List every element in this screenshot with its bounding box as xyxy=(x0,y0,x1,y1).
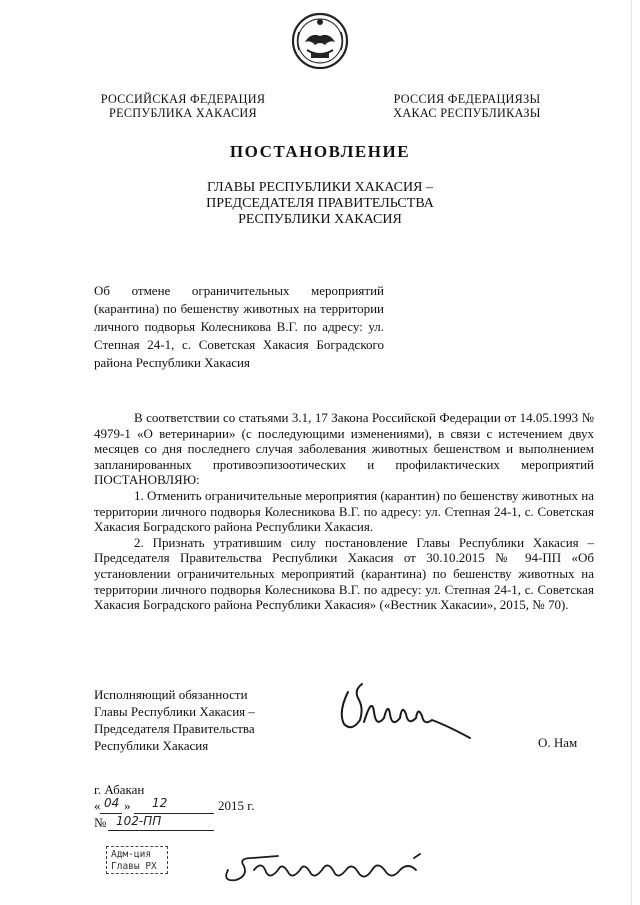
item-2-paragraph: 2. Признать утратившим силу постановление Главы Республики Хакасия – Председателя Правительства Республики Хакасия от 30.10.2015 № 94-ПП «Об установлении ограничительных мероприятий (карантина) по бешенству животных на территории личного подворья Колесникова В.Г. по адресу: ул. Степная 24-1, с. Советская Хакасия Боградского района Республики Хакасия» («Вестник Хакасии», 2015, № 70). xyxy=(94,534,594,613)
header-right-line1: РОССИЯ ФЕДЕРАЦИЯЗЫ xyxy=(393,92,541,106)
number-value: 102-ПП xyxy=(116,814,162,828)
issuer-line2: ПРЕДСЕДАТЕЛЯ ПРАВИТЕЛЬСТВА xyxy=(206,196,434,211)
preamble-paragraph: В соответствии со статьями 3.1, 17 Закона Российской Федерации от 14.05.1993 № 4979-1 «О ветеринарии» (с последующими изменениями), в связи с истечением двух месяцев со дня последнего случая заболевания животных бешенством и выполнением запланированных противоэпизоотических и профилактических мероприятий ПОСТАНОВЛЯЮ: xyxy=(94,410,594,488)
header-right-line2: ХАКАС РЕСПУБЛИКАЗЫ xyxy=(393,106,541,120)
header-khakas xyxy=(352,92,582,120)
date-month: 12 xyxy=(152,796,168,810)
issuer-title xyxy=(0,180,640,228)
stamp-line1: Адм-ция xyxy=(111,849,152,860)
document-subject: Об отмене ограничительных мероприятий (карантина) по бешенству животных на территории личного подворья Колесникова В.Г. по адресу: ул. Степная 24-1, с. Советская Хакасия Боградского района Республики Хакасия xyxy=(94,283,384,370)
number-sign: № xyxy=(94,815,107,830)
handwritten-signature xyxy=(330,672,480,742)
date-year: 2015 г. xyxy=(218,798,255,813)
signer-name: О. Нам xyxy=(538,735,578,750)
header-left-line1: РОССИЙСКАЯ ФЕДЕРАЦИЯ xyxy=(100,92,266,106)
signer-line3: Председателя Правительства xyxy=(94,721,255,736)
item-1-paragraph: 1. Отменить ограничительные мероприятия (карантин) по бешенству животных на территории личного подворья Колесникова В.Г. по адресу: ул. Степная 24-1, с. Советская Хакасия Боградского района Республики Хакасия. xyxy=(94,487,594,535)
scan-edge-line xyxy=(631,0,632,905)
date-close-quote: » xyxy=(124,798,131,813)
header-left-line2: РЕСПУБЛИКА ХАКАСИЯ xyxy=(109,106,257,120)
place-of-issue: г. Абакан xyxy=(94,782,145,797)
coat-of-arms-emblem xyxy=(291,12,349,70)
signer-line4: Республики Хакасия xyxy=(94,738,209,753)
registration-stamp xyxy=(106,846,168,874)
signer-line2: Главы Республики Хакасия – xyxy=(94,704,255,719)
header-russian xyxy=(68,92,298,120)
document-number xyxy=(94,815,294,833)
stamp-line2: Главы РХ xyxy=(111,861,157,872)
issuer-line1: ГЛАВЫ РЕСПУБЛИКИ ХАКАСИЯ – xyxy=(207,180,433,195)
document-type-title: ПОСТАНОВЛЕНИЕ xyxy=(229,142,411,161)
signer-position xyxy=(94,686,314,754)
date-open-quote: « xyxy=(94,798,101,813)
document-body xyxy=(94,410,594,613)
issuer-line3: РЕСПУБЛИКИ ХАКАСИЯ xyxy=(238,212,402,227)
date-day: 04 xyxy=(104,796,120,810)
signer-line1: Исполняющий обязанности xyxy=(94,687,248,702)
registrar-signature xyxy=(218,840,448,890)
